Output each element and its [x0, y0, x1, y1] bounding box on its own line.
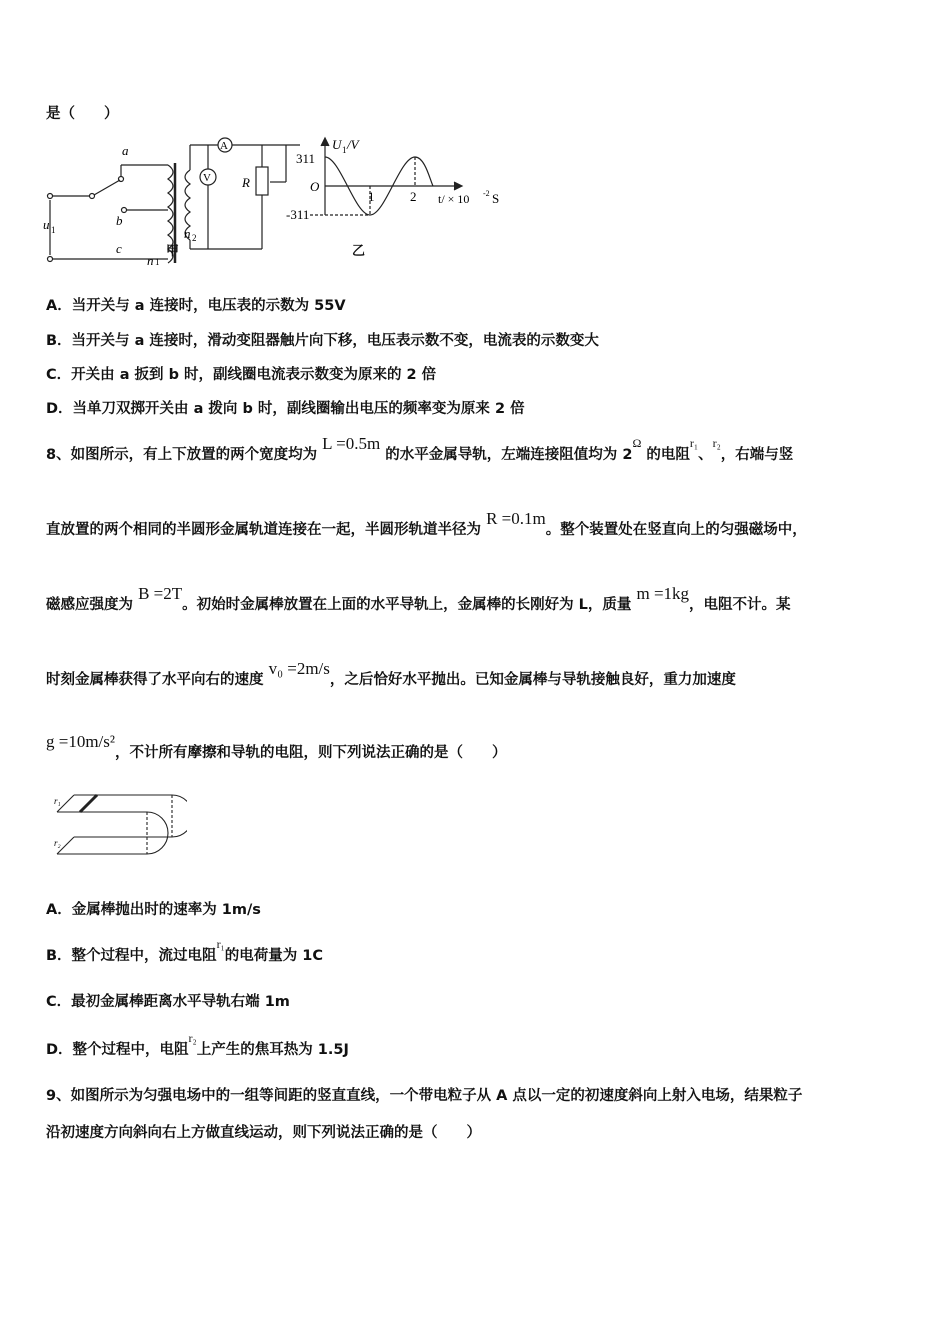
- math-v0: v₀ =2m/s: [268, 659, 330, 678]
- q7-option-a: A．当开关与 a 连接时，电压表的示数为 55V: [46, 298, 346, 314]
- math-g: g =10m/s²: [46, 732, 115, 751]
- q7-figure-yi: [280, 135, 510, 220]
- resistor-label: R: [242, 175, 250, 190]
- q8-option-c: C．最初金属棒距离水平导轨右端 1m: [46, 994, 290, 1010]
- label-a: a: [122, 143, 129, 158]
- math-r1: r₁: [216, 937, 225, 951]
- q8-stem-line-1: [46, 434, 794, 464]
- q7-stem-tail: 是（ ）: [46, 106, 119, 122]
- text: 的水平金属导轨，左端连接阻值均为 2: [385, 447, 633, 463]
- text: 、: [698, 447, 713, 463]
- x-tick-1: 1: [368, 189, 375, 204]
- label-n2-sub: 2: [192, 233, 197, 243]
- q8-figure-rails: [52, 790, 187, 860]
- y-tick-max: 311: [296, 151, 316, 166]
- text: 磁感应强度为: [46, 597, 133, 613]
- math-r2: r₂: [188, 1031, 197, 1045]
- math-R: R =0.1m: [486, 509, 546, 528]
- q8-stem-line-2: [46, 509, 807, 539]
- q8-stem-line-4: [46, 659, 736, 689]
- caption-yi: 乙: [352, 244, 366, 259]
- origin-label: O: [310, 179, 320, 194]
- ammeter-label: A: [220, 140, 228, 152]
- q9-stem-line-1: 9、如图所示为匀强电场中的一组等间距的竖直直线，一个带电粒子从 A 点以一定的初速度斜向上射入电场，结果粒子: [46, 1088, 803, 1104]
- q8-option-d: [46, 1031, 349, 1059]
- math-r2: r₂: [712, 436, 721, 450]
- label-u1: u: [43, 217, 50, 232]
- label-n1-sub: 1: [155, 257, 160, 265]
- q8-stem-line-3: [46, 584, 791, 614]
- q9-stem-line-2: 沿初速度方向斜向右上方做直线运动，则下列说法正确的是（ ）: [46, 1125, 481, 1141]
- y-axis-label-sub: 1: [342, 145, 347, 155]
- label-r1: r₁: [54, 796, 61, 806]
- q7-option-b: B．当开关与 a 连接时，滑动变阻器触片向下移，电压表示数不变，电流表的示数变大: [46, 333, 599, 349]
- text: ，电阻不计。某: [689, 597, 791, 613]
- label-n2: n: [184, 226, 191, 241]
- x-axis-exp: -2: [483, 189, 490, 198]
- voltmeter-label: V: [203, 172, 211, 184]
- math-ohm: Ω: [632, 436, 642, 450]
- q8-option-b: [46, 937, 324, 965]
- x-tick-2: 2: [410, 189, 417, 204]
- q7-option-d: D．当单刀双掷开关由 a 拨向 b 时，副线圈输出电压的频率变为原来 2 倍: [46, 401, 525, 417]
- text: ，不计所有摩擦和导轨的电阻，则下列说法正确的是（ ）: [115, 745, 507, 761]
- text: 直放置的两个相同的半圆形金属轨道连接在一起，半圆形轨道半径为: [46, 522, 481, 538]
- y-axis-unit: /V: [347, 137, 359, 152]
- label-r2: r₂: [54, 838, 61, 848]
- text: D．整个过程中，电阻: [46, 1042, 189, 1058]
- label-u1-sub: 1: [51, 225, 56, 235]
- q8-option-a: A．金属棒抛出时的速率为 1m/s: [46, 902, 261, 918]
- text: 。整个装置处在竖直向上的匀强磁场中，: [545, 522, 807, 538]
- text: 。初始时金属棒放置在上面的水平导轨上，金属棒的长刚好为 L，质量: [182, 597, 632, 613]
- q8-stem-line-5: [46, 732, 507, 762]
- math-L: L =0.5m: [322, 434, 381, 453]
- x-axis-label: t/ × 10: [438, 192, 470, 206]
- text: B．整个过程中，流过电阻: [46, 948, 217, 964]
- text: 上产生的焦耳热为 1.5J: [196, 1042, 349, 1058]
- text: 时刻金属棒获得了水平向右的速度: [46, 672, 264, 688]
- caption-jia: 甲: [166, 244, 180, 259]
- math-B: B =2T: [138, 584, 183, 603]
- text: 8、如图所示，有上下放置的两个宽度均为: [46, 447, 318, 463]
- text: ，右端与竖: [720, 447, 794, 463]
- y-tick-min: -311: [286, 207, 310, 220]
- label-n1: n: [147, 253, 154, 265]
- q7-option-c: C．开关由 a 扳到 b 时，副线圈电流表示数变为原来的 2 倍: [46, 367, 437, 383]
- y-axis-label: U: [332, 137, 342, 152]
- x-axis-unit: S: [492, 191, 500, 206]
- math-m: m =1kg: [636, 584, 690, 603]
- label-c: c: [116, 241, 122, 256]
- text: ，之后恰好水平抛出。已知金属棒与导轨接触良好，重力加速度: [329, 672, 736, 688]
- text: 的电阻: [646, 447, 690, 463]
- text: 的电荷量为 1C: [224, 948, 324, 964]
- label-b: b: [116, 213, 123, 228]
- math-r1: r₁: [689, 436, 699, 450]
